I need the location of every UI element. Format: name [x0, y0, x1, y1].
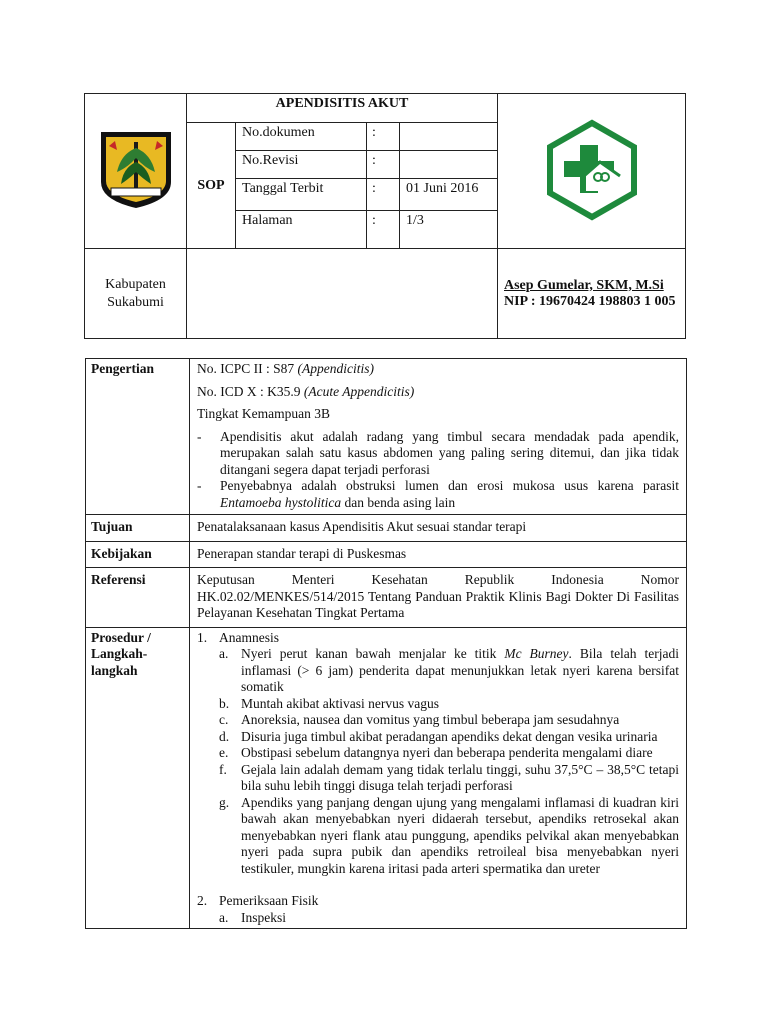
step-pemeriksaan-fisik: 2. Pemeriksaan Fisik a. Inspeksi — [197, 893, 679, 926]
kabupaten-emblem-icon — [97, 128, 175, 210]
signer-name: Asep Gumelar, SKM, M.Si — [504, 277, 664, 293]
icpc-line: No. ICPC II : S87 (Appendicitis) — [197, 361, 374, 376]
label-kebijakan: Kebijakan — [86, 541, 190, 568]
right-logo-cell — [498, 94, 686, 249]
list-item: b. Muntah akibat aktivasi nervus vagus — [219, 695, 439, 711]
icd-line: No. ICD X : K35.9 (Acute Appendicitis) — [197, 383, 415, 399]
document-header — [84, 93, 686, 339]
list-item: - Apendisitis akut adalah radang yang timbul secara mendadak pada apendik, merupakan salah satu kasus abdomen yang paling sering ditemui, dan jika tidak ditangani segera dapat terjadi perforasi — [197, 429, 679, 479]
pemeriksaan-list — [219, 910, 679, 927]
procedure-steps — [197, 630, 679, 927]
field-key-no-dokumen: No.dokumen — [236, 123, 367, 151]
field-key-halaman: Halaman — [236, 211, 367, 249]
list-item: a. Inspeksi — [219, 909, 286, 925]
list-item: e. Obstipasi sebelum datangnya nyeri dan beberapa penderita mengalami diare — [219, 745, 653, 760]
left-logo-cell — [85, 94, 187, 249]
pengertian-list — [197, 429, 679, 512]
row-pengertian — [86, 359, 687, 515]
list-item: d. Disuria juga timbul akibat peradangan apendiks dekat dengan vesika urinaria — [219, 728, 658, 744]
row-referensi — [86, 568, 687, 628]
sop-label: SOP — [187, 123, 236, 249]
puskesmas-logo-icon — [540, 117, 644, 221]
content-tujuan: Penatalaksanaan kasus Apendisitis Akut sesuai standar terapi — [190, 515, 687, 542]
content-kebijakan: Penerapan standar terapi di Puskesmas — [190, 541, 687, 568]
document-title: APENDISITIS AKUT — [187, 94, 498, 123]
field-colon: : — [367, 123, 400, 151]
step-anamnesis: 1. Anamnesis a. Nyeri perut kanan bawah menjalar ke titik Mc Burney. Bila telah terjadi inflamasi (> 6 jam) penderita dapat menunjukkan letak nyeri karena bersifat somatik b. Muntah akibat aktivasi nervus vagus c. Anoreksia, nausea dan vomitus yang timbul beberapa jam sesudahnya d. Disuria juga timbul akibat peradangan apendiks dekat dengan vesika urinaria e. Obstipasi sebelum datangnya nyeri dan beberapa penderita mengalami diare f. Gejala lain adalah demam yang tidak terlalu tinggi, suhu 37,5°C – 38,5°C tetapi bila suhu lebih tinggi disuga telah terjadi perforasi g. Apendiks yang panjang dengan ujung yang mengalami inflamasi di kuadran kiri bawah akan menyebabkan nyeri didaerah tersebut, apendiks retrosekal akan menyebabkan nyeri flank atau punggung, apendiks pelvikal akan menyebabkan nyeri pada supra pubik dan apendiks retroileal bisa menyebabkan nyeri testikuler, mungkin karena iritasi pada arteri spermatika dan ureter — [197, 629, 679, 876]
field-colon: : — [367, 211, 400, 249]
sop-body-table — [85, 358, 687, 929]
field-colon: : — [367, 151, 400, 179]
empty-signature-area — [187, 249, 498, 339]
field-value-no-dokumen — [400, 123, 498, 151]
field-key-tanggal-terbit: Tanggal Terbit — [236, 179, 367, 211]
label-referensi: Referensi — [86, 568, 190, 628]
list-item: a. Nyeri perut kanan bawah menjalar ke titik Mc Burney. Bila telah terjadi inflamasi (> 6 jam) penderita dapat menunjukkan letak nyeri karena bersifat somatik — [219, 646, 679, 694]
list-item: - Penyebabnya adalah obstruksi lumen dan erosi mukosa usus karena parasit Entamoeba hystolitica dan benda asing lain — [197, 478, 679, 511]
signer-nip: NIP : 19670424 198803 1 005 — [504, 293, 676, 309]
region-line-2: Sukabumi — [107, 294, 164, 310]
field-value-halaman: 1/3 — [400, 211, 498, 249]
list-item: g. Apendiks yang panjang dengan ujung yang mengalami inflamasi di kuadran kiri bawah akan menyebabkan nyeri didaerah tersebut, apendiks retrosekal akan menyebabkan nyeri flank atau punggung, apendiks pelvikal akan menyebabkan nyeri pada supra pubik dan apendiks retroileal bisa menyebabkan nyeri testikuler, mungkin karena iritasi pada arteri spermatika dan ureter — [219, 794, 679, 876]
content-prosedur — [190, 627, 687, 929]
list-item: f. Gejala lain adalah demam yang tidak terlalu tinggi, suhu 37,5°C – 38,5°C tetapi bila suhu lebih tinggi disuga telah terjadi perforasi — [219, 761, 679, 793]
field-key-no-revisi: No.Revisi — [236, 151, 367, 179]
label-pengertian: Pengertian — [86, 359, 190, 515]
list-item: c. Anoreksia, nausea dan vomitus yang timbul beberapa jam sesudahnya — [219, 712, 620, 727]
tingkat-line: Tingkat Kemampuan 3B — [197, 406, 330, 421]
anamnesis-list — [219, 646, 679, 877]
content-referensi: Keputusan Menteri Kesehatan Republik Indonesia Nomor HK.02.02/MENKES/514/2015 Tentang Panduan Praktik Klinis Bagi Dokter Di Fasilitas Pelayanan Kesehatan Tingkat Pertama — [190, 568, 687, 628]
content-pengertian — [190, 359, 687, 515]
row-prosedur — [86, 627, 687, 929]
label-tujuan: Tujuan — [86, 515, 190, 542]
row-tujuan — [86, 515, 687, 542]
field-value-tanggal-terbit: 01 Juni 2016 — [400, 179, 498, 211]
signer-cell — [498, 249, 686, 339]
label-prosedur: Prosedur / Langkah- langkah — [86, 627, 190, 929]
field-colon: : — [367, 179, 400, 211]
region-cell — [85, 249, 187, 339]
region-line-1: Kabupaten — [105, 276, 166, 292]
field-value-no-revisi — [400, 151, 498, 179]
row-kebijakan — [86, 541, 687, 568]
